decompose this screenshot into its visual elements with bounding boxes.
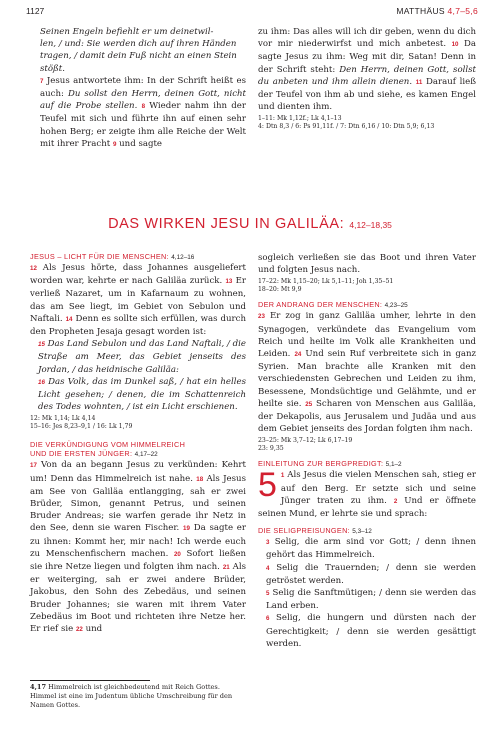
column-bottom-right [258,252,476,650]
beatitude [258,562,476,587]
verse-number: 9 [112,140,117,148]
verse-number: 23 [258,313,265,321]
verse-number: 8 [141,103,146,111]
verse-text: Denn es sollte sich erfüllen, was durch den Propheten Jesaja gesagt worden ist: [30,313,247,338]
chapter-number: 5 [258,466,277,505]
heading-text: DIE VERKÜNDIGUNG VOM HIMMELREICH [30,440,186,450]
verse-text: Selig, die arm sind vor Gott; / denn ihnen gehört das Himmelreich. [266,537,477,561]
pericope-heading [30,440,246,459]
section-range: 4,12–18,35 [349,220,392,230]
verse-number: 11 [415,78,423,86]
verse-number: 5 [266,590,270,598]
verse-number: 10 [451,41,459,49]
verse-quote: Du sollst den Herrn, deinen Gott, nicht auf die Probe stellen. [40,89,246,112]
verse-text: sogleich verließen sie das Boot und ihren Vater und folgten Jesus nach. [258,253,476,276]
pericope-heading [258,459,476,469]
footnote [30,683,246,710]
heading-range: 5,3–12 [352,528,372,536]
verse-number: 14 [65,315,73,323]
cross-reference: 15–16: Jes 8,23–9,1 / 16: Lk 1,79 [30,423,133,431]
spacer [30,431,246,440]
prophecy-quote [30,376,246,414]
pericope-heading [258,526,476,536]
verse-text: Scharen von Menschen aus Galiläa, der Dekapolis, aus Jerusalem und Judäa und aus dem Gebiet jenseits des Jordan folgten ihm nach. [258,398,476,435]
cross-reference: 1–11: Mk 1,12f.; Lk 4,1–13 [258,115,342,123]
verse-text: und [85,624,103,635]
verse-text: Als Jesus am See von Galiläa entlangging, sah er zwei Brüder, Simon, genannt Petrus, und seinen Bruder Andreas; sie warfen gerade ihr Netz in den See, denn sie waren Fischer. [30,473,246,534]
column-top-right [258,26,476,131]
quote-line: stößt. [40,63,65,74]
beatitude [258,587,476,612]
page-number: 1127 [26,6,45,16]
chapter-range: 4,7–5,6 [447,6,478,16]
verse-number: 22 [75,626,83,634]
verse-text: zu ihm: Das alles will ich dir geben, wenn du dich vor mir niederwirfst und mich anbetest. [258,27,476,50]
verse-number: 3 [266,539,270,547]
quote-line: Seinen Engeln befiehlt er um deinetwil- [40,27,214,37]
verse-text: Als er weiterging, sah er zwei andere Brüder, Jakobus, den Sohn des Zebedäus, und seinen Bruder Johannes; sie waren mit ihrem Vater Zebedäus im Boot und richteten ihre Netze her. Er rief sie [30,562,247,635]
quote-line: len, / und: Sie werden dich auf ihren Händen [40,39,237,50]
heading-text: UND DIE ERSTEN JÜNGER: [30,449,133,459]
heading-range: 4,12–16 [171,254,195,261]
prophecy-quote [30,338,246,376]
verse-paragraph [30,459,246,636]
pericope-heading [30,252,246,262]
heading-text: DIE SELIGPREISUNGEN: [258,526,350,536]
verse-text: Darauf ließ der Teufel von ihm ab und siehe, es kamen Engel und dienten ihm. [258,76,476,113]
verse-paragraph [258,26,476,113]
cross-references [258,437,476,453]
footnote-text: Himmelreich ist gleichbedeutend mit Reich Gottes. Himmel ist eine im Judentum übliche Umschreibung für den Namen Gottes. [30,683,233,709]
cross-reference: 23: 9,35 [258,445,284,453]
section-heading [24,213,476,232]
verse-text: Selig die Trauernden; / denn sie werden getröstet werden. [266,562,476,586]
verse-text: Das Volk, das im Dunkel saß, / hat ein helles Licht gesehen; / denen, die im Schattenreich des Todes wohnten, / ist ein Licht erschienen. [38,376,246,413]
verse-number: 6 [266,615,270,623]
verse-text: Als Jesus die vielen Menschen sah, stieg er auf den Berg. Er setzte sich und seine Jünger traten zu ihm. [280,470,476,506]
verse-text: Selig, die hungern und dürsten nach der Gerechtigkeit; / denn sie werden gesättigt werden. [266,613,476,649]
verse-text: Da sagte Jesus zu ihm: Weg mit dir, Satan! Denn in der Schrift steht: [258,39,477,75]
cross-reference: 18–20: Mt 9,9 [258,286,302,294]
verse-number: 19 [183,525,190,533]
verse-number: 1 [280,472,285,480]
column-top-left [32,26,246,151]
verse-text: Das Land Sebulon und das Land Naftali, / die Straße am Meer, das Gebiet jenseits des Jordan, / das heidnische Galiläa: [38,339,246,375]
verse-text: Von da an begann Jesus zu verkünden: Kehrt um! Denn das Himmelreich ist nahe. [30,460,246,484]
pericope-heading [258,300,476,310]
verse-number: 7 [40,77,44,85]
cross-reference: 12: Mk 1,14; Lk 4,14 [30,415,96,423]
verse-number: 2 [393,497,398,505]
verse-paragraph [32,75,246,151]
verse-text: Selig die Sanftmütigen; / denn sie werden das Land erben. [266,588,477,612]
verse-number: 12 [30,265,37,272]
verse-number: 4 [266,564,270,572]
verse-number: 20 [173,550,181,558]
verse-text: Und sein Ruf verbreitete sich in ganz Syrien. Man brachte alle Kranken mit den verschiedensten Gebrechen und Leiden zu ihm, Besessene, Mondsüchtige und Gelähmte, und er heilte sie. [258,349,477,409]
cross-references [258,278,476,294]
verse-quote: Den Herrn, deinen Gott, sollst du anbeten und ihm allein dienen. [258,64,476,87]
heading-text: JESUS – LICHT FÜR DIE MENSCHEN: [30,252,169,261]
book-name: MATTHÄUS [396,6,445,16]
verse-paragraph [258,310,476,435]
beatitude [258,536,476,561]
heading-range: 4,17–22 [134,451,158,459]
footnote-ref: 4,17 [30,683,47,691]
column-bottom-left [30,252,246,636]
cross-references [258,115,476,131]
verse-number: 17 [30,462,37,470]
verse-text: Sofort ließen sie ihre Netze liegen und folgten ihm nach. [30,548,247,573]
running-head [396,6,478,16]
running-header [26,6,478,18]
cross-references [30,415,246,431]
verse-text: Wieder nahm ihn der Teufel mit sich und führte ihn auf einen sehr hohen Berg; er zeigte ihm alle Reiche der Welt mit ihrer Pracht [40,101,247,149]
verse-text: Und er öffnete seinen Mund, er lehrte sie und sprach: [258,495,477,520]
beatitude [258,612,476,650]
verse-number: 13 [225,278,233,286]
verse-paragraph [258,252,476,276]
cross-reference: 4: Dtn 8,3 / 6: Ps 91,11f. / 7: Dtn 6,16 / 10: Dtn 5,9; 6,13 [258,123,435,131]
verse-number: 21 [222,564,230,572]
cross-reference: 17–22: Mk 1,15–20; Lk 5,1–11; Joh 1,35–51 [258,278,394,286]
verse-paragraph [30,262,246,338]
section-title: DAS WIRKEN JESU IN GALILÄA: [108,216,345,232]
quote-line: tragen, / damit dein Fuß nicht an einen Stein [40,51,237,62]
verse-paragraph [258,466,477,520]
cross-reference: 23–25: Mk 3,7–12; Lk 6,17–19 [258,437,353,445]
verse-text: Er zog in ganz Galiläa umher, lehrte in den Synagogen, verkündete das Evangelium vom Reich und heilte im Volk alle Krankheiten und Leiden. [258,311,477,360]
verse-number: 24 [294,351,302,359]
psalm-quote [32,26,246,75]
heading-range: 4,23–25 [384,302,408,310]
heading-text: EINLEITUNG ZUR BERGPREDIGT: [258,459,384,469]
verse-number: 16 [38,378,45,386]
verse-number: 18 [196,475,204,483]
verse-text: und sagte [119,138,163,149]
verse-text: Jesus antwortete ihm: In der Schrift heißt es auch: [40,75,246,100]
verse-text: Als Jesus hörte, dass Johannes ausgeliefert worden war, kehrte er nach Galiläa zurück. [30,263,246,287]
footnote-rule [30,680,150,681]
heading-text: DER ANDRANG DER MENSCHEN: [258,300,383,310]
verse-number: 25 [305,400,313,408]
verse-text: Er verließ Nazaret, um in Kafarnaum zu wohnen, das am See liegt, im Gebiet von Sebulon und Naftali. [30,276,247,324]
heading-range: 5,1–2 [385,461,402,469]
verse-number: 15 [38,341,45,349]
verse-text: Da sagte er zu ihnen: Kommt her, mir nach! Ich werde euch zu Menschenfischern machen. [30,523,247,559]
